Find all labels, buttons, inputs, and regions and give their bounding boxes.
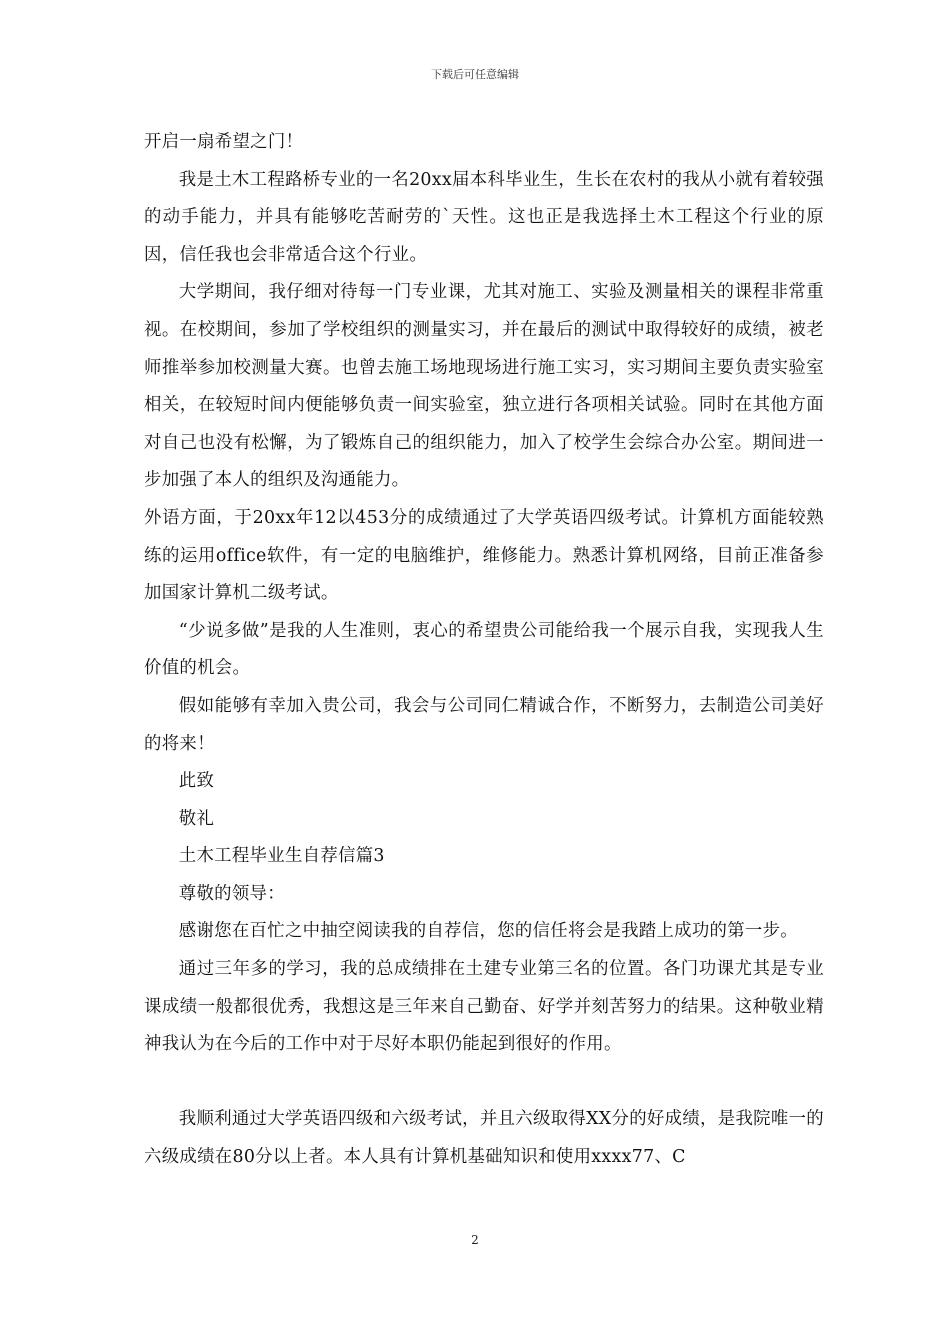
document-body — [144, 124, 824, 1177]
paragraph-join-company: 假如能够有幸加入贵公司，我会与公司同仁精诚合作，不断努力，去制造公司美好的将来！ — [144, 695, 824, 754]
section-title: 土木工程毕业生自荐信篇3 — [178, 846, 385, 867]
paragraph-opening-line: 开启一扇希望之门！ — [144, 132, 304, 152]
page-header: 下载后可任意编辑 — [431, 68, 519, 81]
paragraph-english-exam: 我顺利通过大学英语四级和六级考试，并且六级取得XX分的好成绩，是我院唯一的六级成绩在80分以上者。本人具有计算机基础知识和使用xxxx77、C — [144, 1109, 824, 1168]
closing-salutation: 此致 — [178, 771, 215, 792]
page-number: 2 — [471, 1233, 479, 1247]
paragraph-introduction: 我是土木工程路桥专业的一名20xx届本科毕业生，生长在农村的我从小就有着较强的动手能力，并具有能够吃苦耐劳的`天性。这也正是我选择土木工程这个行业的原因，信任我也会非常适合这个行业。 — [144, 169, 824, 265]
closing-regards: 敬礼 — [178, 808, 215, 829]
letter-greeting: 尊敬的领导： — [178, 883, 285, 904]
paragraph-motto: “少说多做”是我的人生准则，衷心的希望贵公司能给我一个展示自我，实现我人生价值的机会。 — [144, 620, 824, 679]
paragraph-language-computer: 外语方面，于20xx年12以453分的成绩通过了大学英语四级考试。计算机方面能较熟练的运用office软件，有一定的电脑维护，维修能力。熟悉计算机网络，目前正准备参加国家计算机二级考试。 — [144, 507, 824, 604]
paragraph-university-period: 大学期间，我仔细对待每一门专业课，尤其对施工、实验及测量相关的课程非常重视。在校期间，参加了学校组织的测量实习，并在最后的测试中取得较好的成绩，被老师推举参加校测量大赛。也曾去施工场地现场进行施工实习，实习期间主要负责实验室相关，在较短时间内便能够负责一间实验室，独立进行各项相关试验。同时在其他方面对自己也没有松懈，为了锻炼自己的组织能力，加入了校学生会综合办公室。期间进一步加强了本人的组织及沟通能力。 — [144, 282, 824, 491]
paragraph-thanks: 感谢您在百忙之中抽空阅读我的自荐信，您的信任将会是我踏上成功的第一步。 — [178, 921, 798, 942]
paragraph-grades: 通过三年多的学习，我的总成绩排在土建专业第三名的位置。各门功课尤其是专业课成绩一般都很优秀，我想这是三年来自己勤奋、好学并刻苦努力的结果。这种敬业精神我认为在今后的工作中对于尽好本职仍能起到很好的作用。 — [144, 959, 824, 1055]
